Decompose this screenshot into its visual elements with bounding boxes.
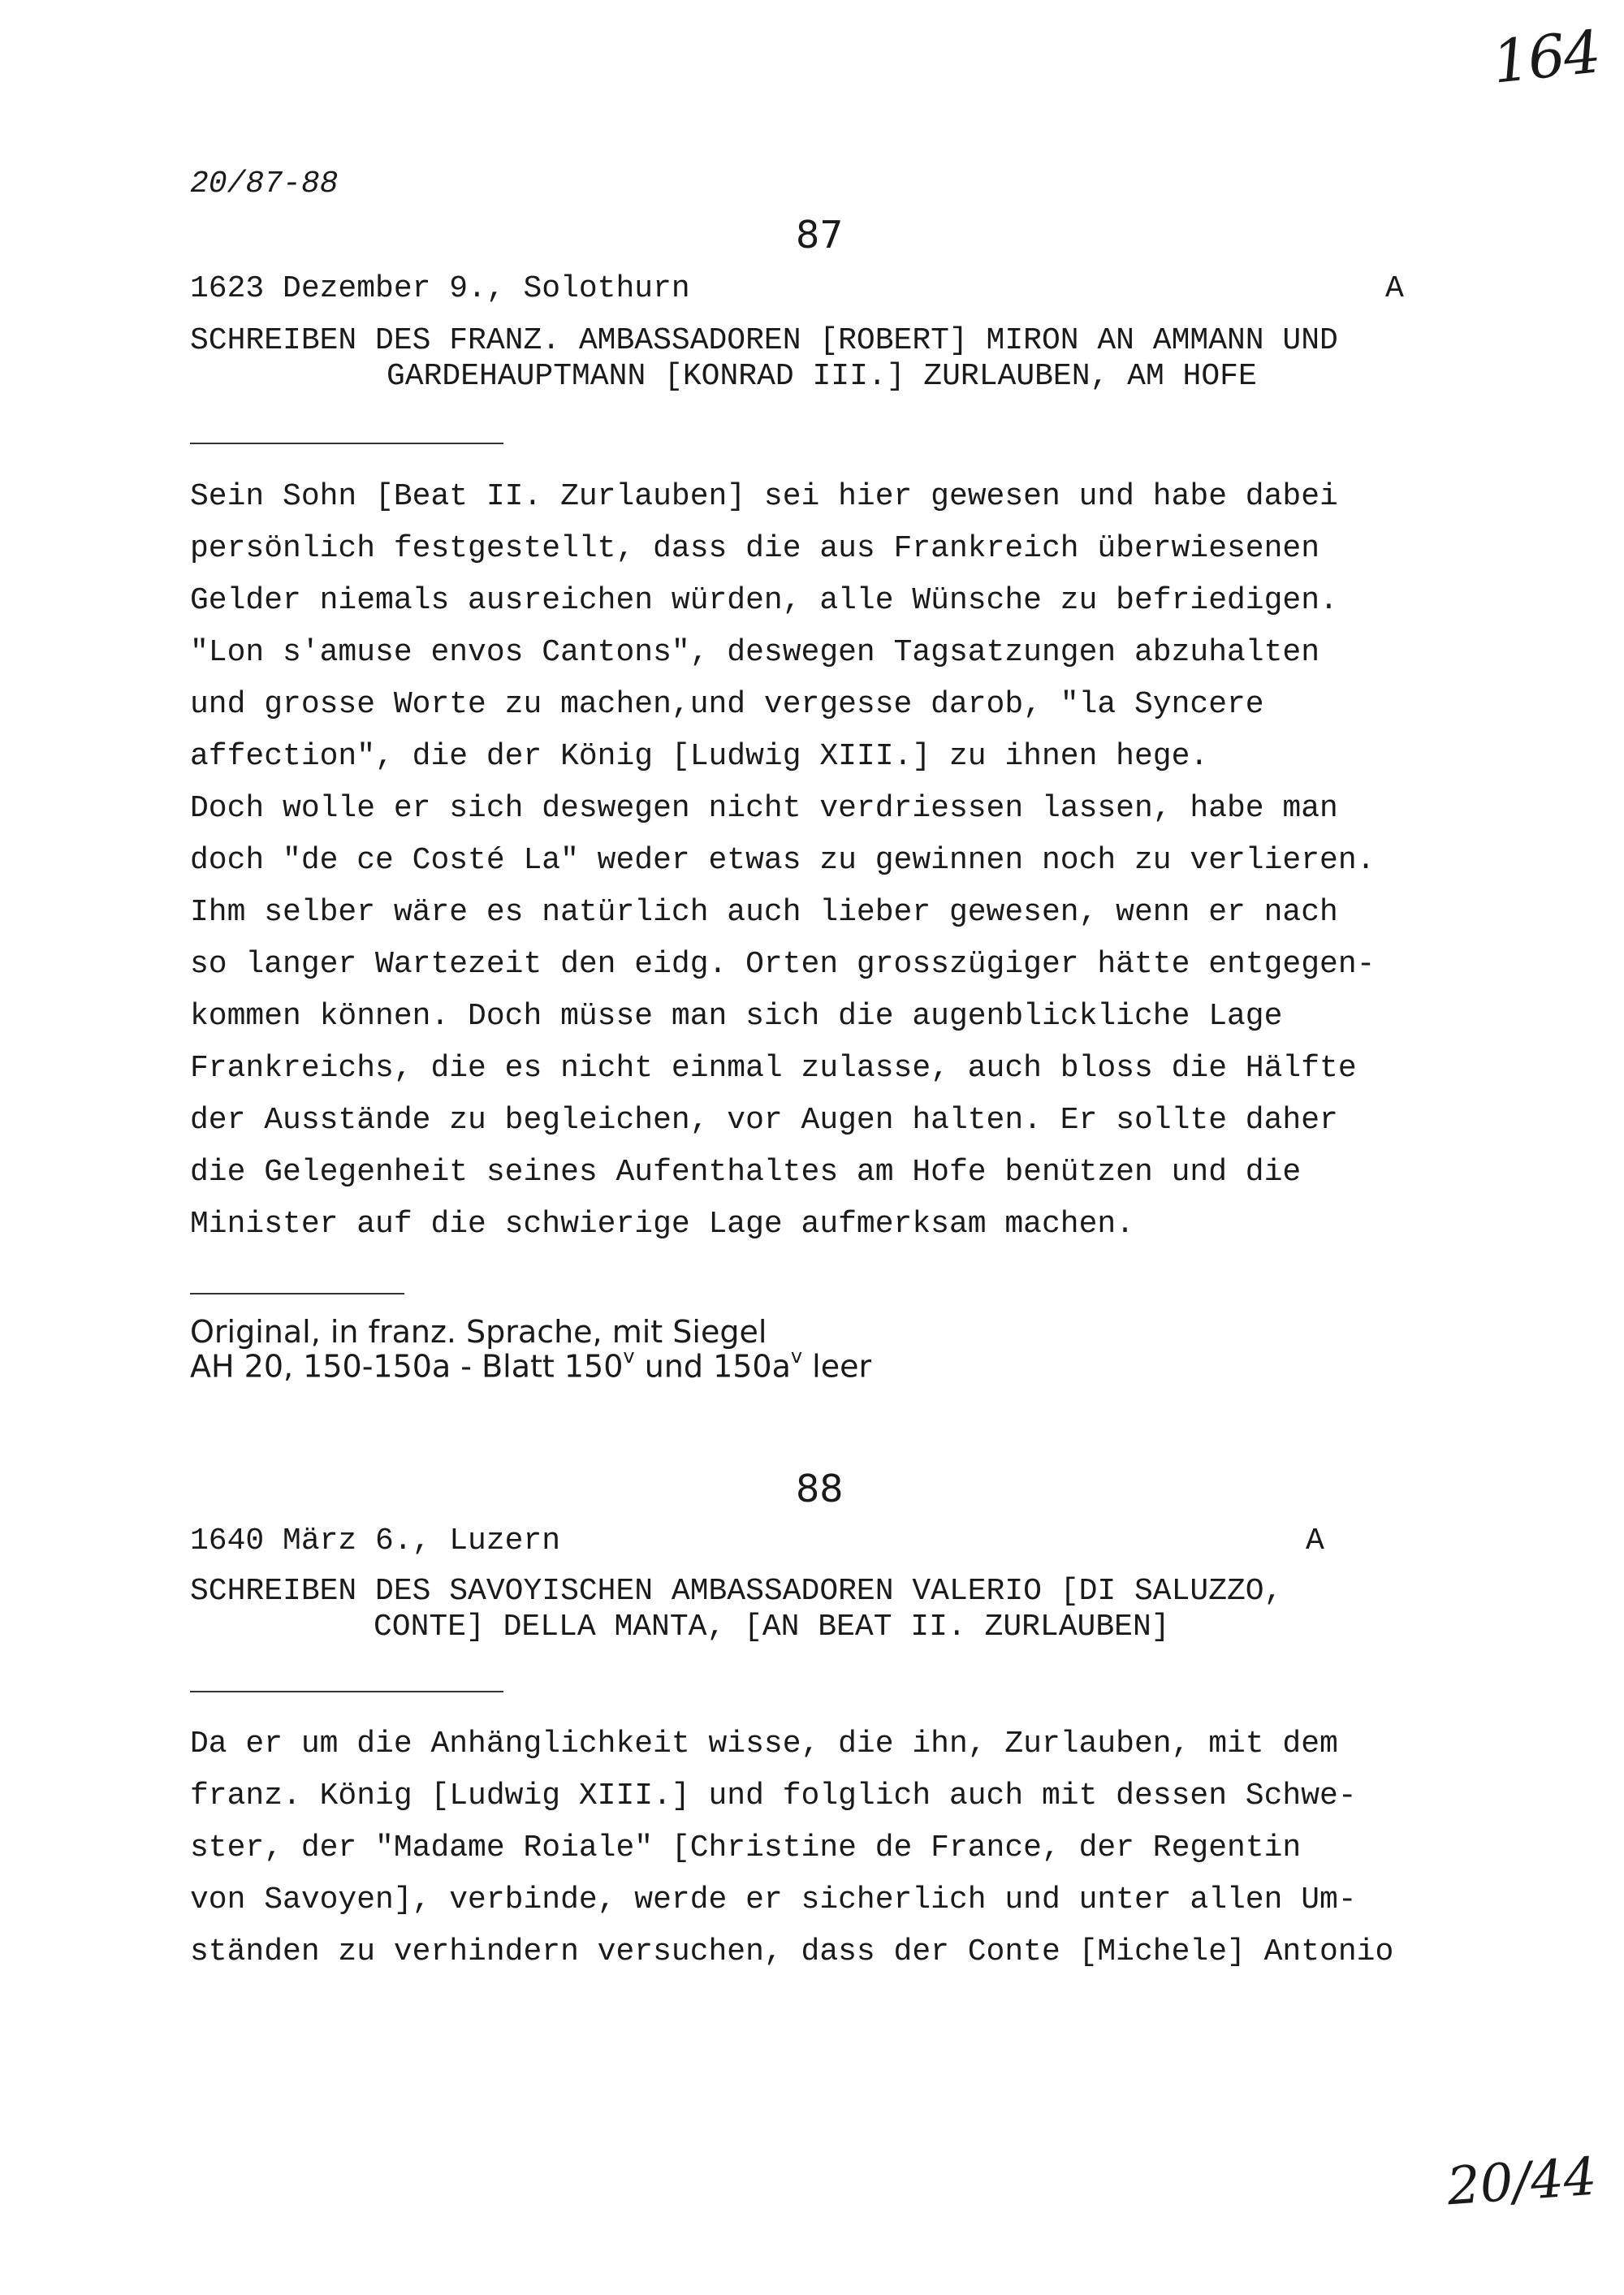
archive-reference-text: AH 20, 150-150a - Blatt 150 [190,1348,624,1385]
source-divider [190,1293,404,1294]
body-line: von Savoyen], verbinde, werde er sicherlich und unter allen Um- [190,1882,1357,1917]
document-heading-line: SCHREIBEN DES FRANZ. AMBASSADOREN [ROBERT] MIRON AN AMMANN UND [190,323,1338,358]
body-line: Ihm selber wäre es natürlich auch lieber gewesen, wenn er nach [190,895,1338,930]
body-line: Sein Sohn [Beat II. Zurlauben] sei hier gewesen und habe dabei [190,479,1338,514]
body-line: ständen zu verhindern versuchen, dass der Conte [Michele] Antonio [190,1934,1394,1969]
archive-reference [190,1345,872,1385]
handwritten-page-reference: 20/44 [1445,2146,1599,2218]
body-line: franz. König [Ludwig XIII.] und folglich auch mit dessen Schwe- [190,1779,1357,1813]
document-date-place: 1640 März 6., Luzern [190,1524,561,1558]
heading-divider [190,1691,503,1692]
document-heading-line: SCHREIBEN DES SAVOYISCHEN AMBASSADOREN VALERIO [DI SALUZZO, [190,1574,1283,1609]
document-date-place: 1623 Dezember 9., Solothurn [190,271,690,306]
document-marker: A [1306,1524,1324,1558]
body-line: Doch wolle er sich deswegen nicht verdriessen lassen, habe man [190,791,1338,826]
verso-mark: v [623,1345,635,1368]
body-line: die Gelegenheit seines Aufenthaltes am Hofe benützen und die [190,1155,1302,1190]
document-number: 87 [796,213,844,257]
document-heading-line: CONTE] DELLA MANTA, [AN BEAT II. ZURLAUBEN] [374,1610,1170,1645]
archive-reference-text: leer [802,1348,872,1385]
file-reference: 20/87-88 [190,166,339,201]
body-line: Da er um die Anhänglichkeit wisse, die ihn, Zurlauben, mit dem [190,1727,1338,1761]
document-heading-line: GARDEHAUPTMANN [KONRAD III.] ZURLAUBEN, AM HOFE [387,359,1257,394]
body-line: und grosse Worte zu machen,und vergesse darob, "la Syncere [190,687,1264,722]
body-line: ster, der "Madame Roiale" [Christine de France, der Regentin [190,1830,1302,1865]
source-note: Original, in franz. Sprache, mit Siegel [190,1314,767,1350]
body-line: Frankreichs, die es nicht einmal zulasse, auch bloss die Hälfte [190,1051,1357,1086]
body-line: "Lon s'amuse envos Cantons", deswegen Tagsatzungen abzuhalten [190,635,1320,670]
document-number: 88 [796,1467,844,1511]
archive-reference-text: und 150a [634,1348,791,1385]
body-line: persönlich festgestellt, dass die aus Frankreich überwiesenen [190,531,1320,566]
body-line: Minister auf die schwierige Lage aufmerksam machen. [190,1207,1134,1242]
body-line: so langer Wartezeit den eidg. Orten grosszügiger hätte entgegen- [190,947,1376,982]
handwritten-folio-number: 164 [1488,17,1603,97]
verso-mark: v [790,1345,803,1368]
body-line: der Ausstände zu begleichen, vor Augen halten. Er sollte daher [190,1103,1338,1138]
body-line: doch "de ce Costé La" weder etwas zu gewinnen noch zu verlieren. [190,843,1376,878]
body-line: kommen können. Doch müsse man sich die augenblickliche Lage [190,999,1283,1034]
heading-divider [190,443,503,444]
body-line: Gelder niemals ausreichen würden, alle Wünsche zu befriedigen. [190,583,1338,618]
body-line: affection", die der König [Ludwig XIII.] zu ihnen hege. [190,739,1209,774]
document-marker: A [1385,271,1404,306]
